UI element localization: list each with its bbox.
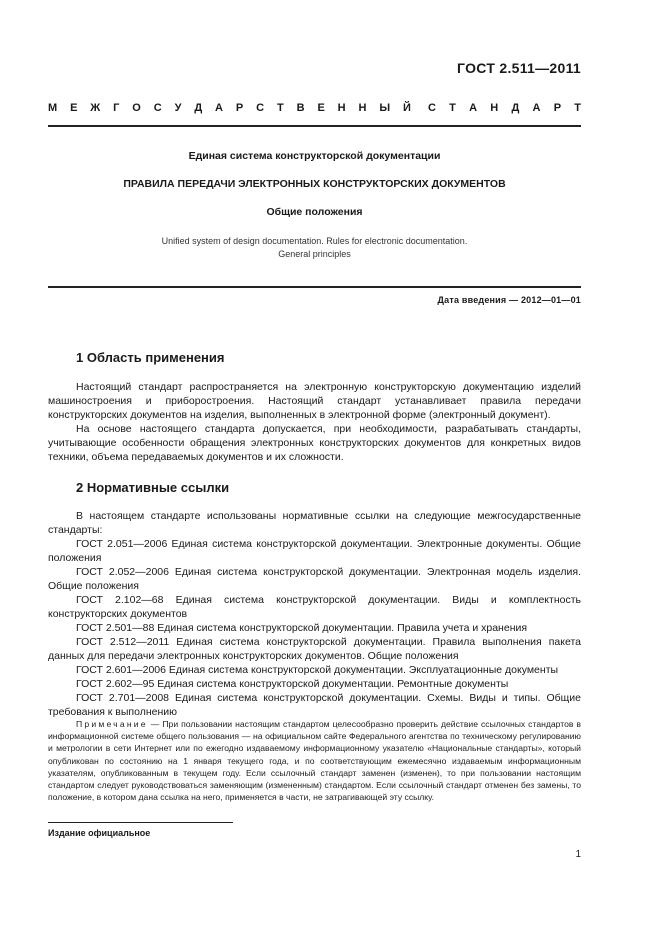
banner-letter: Т: [574, 102, 581, 114]
banner-letter: Ж: [90, 102, 101, 114]
banner-letter: Н: [358, 102, 367, 114]
section-2-heading: 2 Нормативные ссылки: [76, 480, 230, 495]
paragraph: Настоящий стандарт распространяется на электронную конструкторскую документацию изделий машиностроения и приборостроения. Настоящий стандарт устанавливает правила передачи конструкторских документов на изделия, выполненных в электронной форме (электронный документ).: [48, 381, 581, 421]
banner-letter: Г: [113, 102, 120, 114]
paragraph: На основе настоящего стандарта допускается, при необходимости, разрабатывать стандарты, учитывающие особенности обращения электронных конструкторских документов для конкретных видов техники, объема передаваемых документов и их сложности.: [48, 423, 581, 463]
introduction-date: Дата введения — 2012—01—01: [437, 295, 581, 305]
note-paragraph: [48, 718, 581, 803]
english-title: [48, 235, 581, 261]
banner-letter: Е: [317, 102, 325, 114]
reference-item: ГОСТ 2.501—88 Единая система конструкторской документации. Правила учета и хранения: [76, 622, 528, 634]
section-1-heading: 1 Область применения: [76, 350, 225, 365]
english-title-line: General principles: [278, 249, 351, 259]
document-title: ПРАВИЛА ПЕРЕДАЧИ ЭЛЕКТРОННЫХ КОНСТРУКТОРСКИХ ДОКУМЕНТОВ: [123, 178, 506, 190]
reference-item: ГОСТ 2.601—2006 Единая система конструкторской документации. Эксплуатационные документы: [76, 664, 559, 676]
banner-letter: Д: [511, 102, 520, 114]
reference-item: ГОСТ 2.102—68 Единая система конструкторской документации. Виды и комплектность конструкторских документов: [48, 594, 581, 620]
reference-item: ГОСТ 2.051—2006 Единая система конструкторской документации. Электронные документы. Общие положения: [48, 538, 581, 564]
interstate-word: [48, 102, 411, 114]
interstate-standard-banner: [48, 102, 581, 114]
banner-letter: Н: [337, 102, 346, 114]
footer-rule: [48, 822, 233, 823]
banner-letter: А: [215, 102, 223, 114]
banner-letter: С: [256, 102, 265, 114]
official-edition-label: Издание официальное: [48, 828, 151, 838]
note-label: Примечание: [76, 719, 148, 729]
system-name: Единая система конструкторской документации: [188, 150, 441, 162]
english-title-line: Unified system of design documentation. Rules for electronic documentation.: [161, 236, 468, 246]
top-rule: [48, 125, 581, 127]
banner-letter: Р: [553, 102, 562, 114]
reference-item: ГОСТ 2.512—2011 Единая система конструкторской документации. Правила выполнения пакета данных для передачи электронных конструкторских документов. Общие положения: [48, 636, 581, 662]
banner-letter: М: [48, 102, 58, 114]
banner-letter: Д: [194, 102, 203, 114]
section-2-body: [48, 509, 581, 719]
reference-item: ГОСТ 2.701—2008 Единая система конструкторской документации. Схемы. Виды и типы. Общие требования к выполнению: [48, 692, 581, 718]
page-number: 1: [575, 849, 581, 860]
banner-letter: Р: [235, 102, 244, 114]
banner-letter: Т: [449, 102, 456, 114]
banner-letter: А: [469, 102, 478, 114]
standard-word: [428, 102, 581, 114]
banner-letter: Й: [403, 102, 411, 114]
banner-letter: Ы: [379, 102, 391, 114]
banner-letter: Т: [276, 102, 284, 114]
banner-letter: О: [132, 102, 141, 114]
paragraph: В настоящем стандарте использованы нормативные ссылки на следующие межгосударственные стандарты:: [48, 510, 581, 536]
reference-item: ГОСТ 2.602—95 Единая система конструкторской документации. Ремонтные документы: [76, 678, 509, 690]
middle-rule: [48, 286, 581, 288]
section-1-body: [48, 380, 581, 464]
banner-letter: Е: [70, 102, 78, 114]
banner-letter: В: [296, 102, 305, 114]
banner-letter: А: [532, 102, 541, 114]
document-subtitle: Общие положения: [266, 206, 363, 218]
note-text: — При пользовании настоящим стандартом целесообразно проверить действие ссылочных стандартов в информационной системе общего пользования — на официальном сайте Федерального агентства по техническому регулированию и метрологии в сети Интернет или по ежегодно издаваемому информационному указателю «Национальные стандарты», который опубликован по состоянию на 1 января текущего года, и по соответствующим ежемесячно издаваемым информационным указателям, опубликованным в текущем году. Если ссылочный стандарт заменен (изменен), то при пользовании настоящим стандартом следует руководствоваться заменяющим (измененным) стандартом. Если ссылочный стандарт отменен без замены, то положение, в котором дана ссылка на него, применяется в части, не затрагивающей эту ссылку.: [48, 719, 581, 803]
banner-letter: У: [174, 102, 182, 114]
reference-item: ГОСТ 2.052—2006 Единая система конструкторской документации. Электронная модель изделия. Общие положения: [48, 566, 581, 592]
banner-letter: Н: [490, 102, 499, 114]
banner-letter: С: [153, 102, 162, 114]
gost-code: ГОСТ 2.511—2011: [457, 60, 581, 76]
banner-letter: С: [428, 102, 436, 114]
